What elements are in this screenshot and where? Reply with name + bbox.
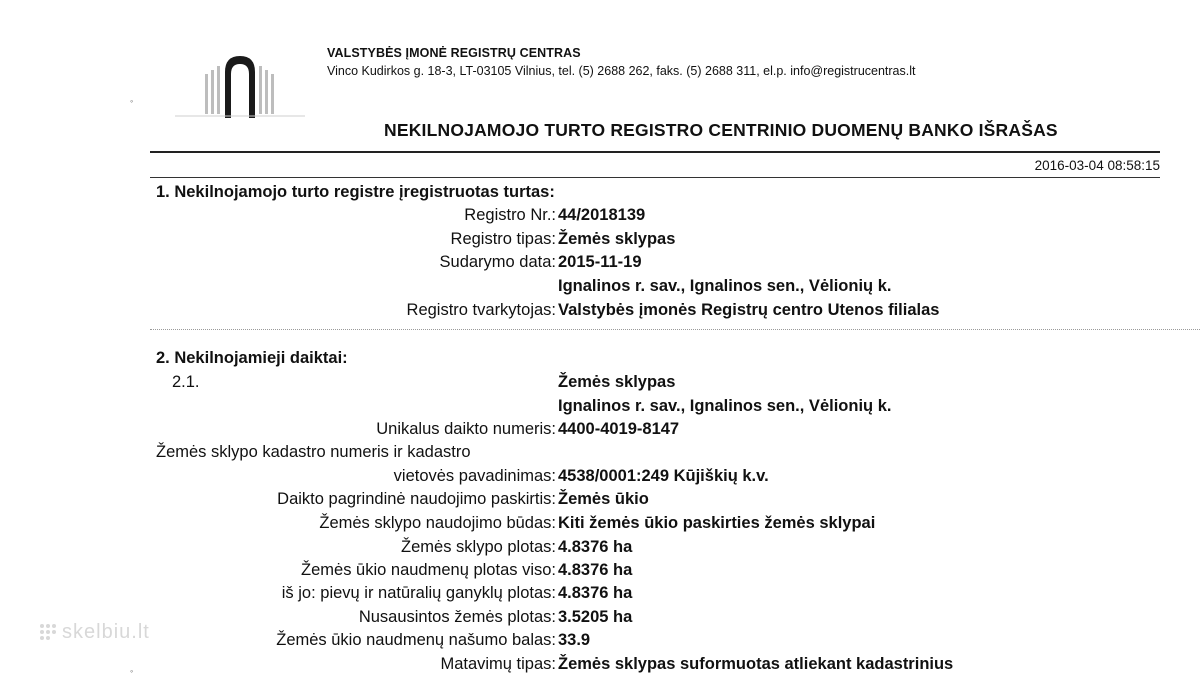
registry-nr-label: Registro Nr.: xyxy=(464,206,556,224)
administrator-label: Registro tvarkytojas: xyxy=(406,301,556,319)
measurement-type-value: Žemės sklypas suformuotas atliekant kadastrinius xyxy=(558,655,954,673)
organization-name: VALSTYBĖS ĮMONĖ REGISTRŲ CENTRAS xyxy=(327,46,581,60)
document-title: NEKILNOJAMOJO TURTO REGISTRO CENTRINIO DUOMENŲ BANKO IŠRAŠAS xyxy=(384,120,1058,140)
cadastral-label-line2: vietovės pavadinimas: xyxy=(393,467,556,485)
document-timestamp: 2016-03-04 08:58:15 xyxy=(1034,158,1160,173)
section-2-title: 2. Nekilnojamieji daiktai: xyxy=(156,349,348,367)
creation-date-label: Sudarymo data: xyxy=(439,253,556,271)
productivity-score-label: Žemės ūkio naudmenų našumo balas: xyxy=(276,631,556,649)
cadastral-label-line1: Žemės sklypo kadastro numeris ir kadastro xyxy=(156,443,471,461)
registru-centras-logo xyxy=(175,52,305,124)
registry-nr-value: 44/2018139 xyxy=(558,206,646,224)
scan-speck: ◦ xyxy=(130,666,134,676)
plot-area-label: Žemės sklypo plotas: xyxy=(401,538,556,556)
header-divider xyxy=(150,151,1160,153)
unique-number-value: 4400-4019-8147 xyxy=(558,420,680,438)
measurement-type-label: Matavimų tipas: xyxy=(440,655,556,673)
drained-area-label: Nusausintos žemės plotas: xyxy=(358,608,556,626)
section-divider xyxy=(150,329,1200,330)
unique-number-label: Unikalus daikto numeris: xyxy=(376,420,556,438)
property-address: Ignalinos r. sav., Ignalinos sen., Vėlionių k. xyxy=(558,277,892,295)
use-method-value: Kiti žemės ūkio paskirties žemės sklypai xyxy=(558,514,876,532)
watermark-text: skelbiu.lt xyxy=(62,621,150,643)
drained-area-value: 3.5205 ha xyxy=(558,608,633,626)
main-purpose-value: Žemės ūkio xyxy=(558,490,649,508)
registry-type-label: Registro tipas: xyxy=(450,230,556,248)
productivity-score-value: 33.9 xyxy=(558,631,591,649)
creation-date-value: 2015-11-19 xyxy=(558,253,642,271)
main-purpose-label: Daikto pagrindinė naudojimo paskirtis: xyxy=(277,490,556,508)
organization-address: Vinco Kudirkos g. 18-3, LT-03105 Vilnius, tel. (5) 2688 262, faks. (5) 2688 311, el.p. info@registrucentras.lt xyxy=(327,64,916,78)
meadow-area-label: iš jo: pievų ir natūralių ganyklų plotas: xyxy=(281,584,556,602)
scan-speck: ◦ xyxy=(130,96,134,106)
skelbiu-logo-icon xyxy=(38,622,58,642)
item-number: 2.1. xyxy=(172,373,200,391)
timestamp-divider xyxy=(150,177,1160,178)
meadow-area-value: 4.8376 ha xyxy=(558,584,633,602)
plot-area-value: 4.8376 ha xyxy=(558,538,633,556)
farmland-area-value: 4.8376 ha xyxy=(558,561,633,579)
section-1-title: 1. Nekilnojamojo turto registre įregistruotas turtas: xyxy=(156,183,555,201)
item-type: Žemės sklypas xyxy=(558,373,676,391)
farmland-area-label: Žemės ūkio naudmenų plotas viso: xyxy=(301,561,556,579)
item-address: Ignalinos r. sav., Ignalinos sen., Vėlionių k. xyxy=(558,397,892,415)
administrator-value: Valstybės įmonės Registrų centro Utenos filialas xyxy=(558,301,940,319)
registry-type-value: Žemės sklypas xyxy=(558,230,676,248)
use-method-label: Žemės sklypo naudojimo būdas: xyxy=(319,514,556,532)
cadastral-value: 4538/0001:249 Kūjiškių k.v. xyxy=(558,467,769,485)
